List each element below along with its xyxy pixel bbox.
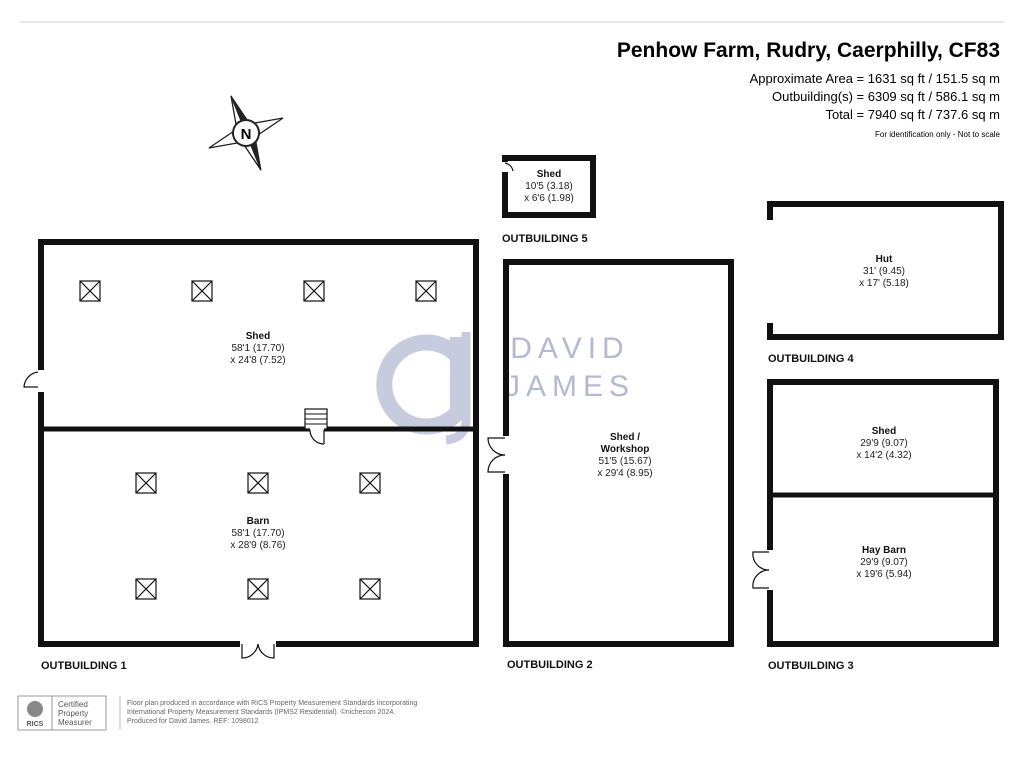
rics-badge <box>18 696 106 730</box>
room-name-barn: Barn <box>246 516 270 527</box>
footer-note-line-1: Floor plan produced in accordance with RICS Property Measurement Standards incorporating <box>127 700 418 707</box>
stairs-icon <box>305 409 327 444</box>
outbuilding-1-label: OUTBUILDING 1 <box>41 660 127 672</box>
watermark-text-james: JAMES <box>504 370 636 403</box>
room-dim-hut-a: 31' (9.45) <box>863 266 905 277</box>
room-dim-shed-1-b: x 24'8 (7.52) <box>230 355 286 366</box>
double-door-icon <box>753 550 775 590</box>
area-outbuildings: Outbuilding(s) = 6309 sq ft / 586.1 sq m <box>772 89 1000 104</box>
room-name-shed-1: Shed <box>245 331 271 342</box>
room-dim-shed-3-a: 29'9 (9.07) <box>860 438 908 449</box>
outbuilding-3-label: OUTBUILDING 3 <box>768 660 854 672</box>
room-name-hay-barn: Hay Barn <box>862 545 906 556</box>
double-door-icon <box>488 436 511 474</box>
room-dim-shed-5-a: 10'5 (3.18) <box>525 181 573 192</box>
room-name-shed-3: Shed <box>871 426 897 437</box>
room-dim-workshop-a: 51'5 (15.67) <box>598 456 652 467</box>
outbuilding-2-label: OUTBUILDING 2 <box>507 659 593 671</box>
room-name-shed-5: Shed <box>536 169 562 180</box>
outbuilding-5-label: OUTBUILDING 5 <box>502 233 588 245</box>
footer-note-line-3: Produced for David James. REF: 1098012 <box>127 718 259 725</box>
disclaimer: For identification only - Not to scale <box>875 130 1000 139</box>
badge-line-1: Certified <box>58 700 88 709</box>
outbuilding-3-walls <box>770 382 996 644</box>
room-dim-hay-barn-a: 29'9 (9.07) <box>860 557 908 568</box>
rics-logo-text: RICS <box>26 721 44 728</box>
outbuilding-2 <box>488 262 731 671</box>
area-main: Approximate Area = 1631 sq ft / 151.5 sq m <box>749 71 1000 86</box>
outbuilding-5 <box>500 158 593 245</box>
room-name-workshop-a: Shed / <box>609 432 641 443</box>
room-dim-barn-b: x 28'9 (8.76) <box>230 540 286 551</box>
door-icon <box>24 370 46 392</box>
footer-note-line-2: International Property Measurement Standards (IPMS2 Residential). ©nichecom 2024. <box>127 709 396 716</box>
badge-line-2: Property <box>58 709 89 718</box>
watermark-text-david: DAVID <box>510 332 630 365</box>
room-dim-shed-3-b: x 14'2 (4.32) <box>856 450 912 461</box>
room-name-hut: Hut <box>875 254 893 265</box>
room-dim-barn-a: 58'1 (17.70) <box>231 528 285 539</box>
room-dim-shed-5-b: x 6'6 (1.98) <box>524 193 574 204</box>
room-dim-hut-b: x 17' (5.18) <box>859 278 909 289</box>
room-name-workshop-b: Workshop <box>600 444 650 455</box>
double-door-icon <box>240 640 276 658</box>
room-dim-workshop-b: x 29'4 (8.95) <box>597 468 653 479</box>
skylight-icons <box>80 281 436 599</box>
watermark-logo <box>384 332 466 440</box>
room-dim-hay-barn-b: x 19'6 (5.94) <box>856 569 912 580</box>
area-total: Total = 7940 sq ft / 737.6 sq m <box>825 107 1000 122</box>
outbuilding-4 <box>768 204 1001 365</box>
plan-title: Penhow Farm, Rudry, Caerphilly, CF83 <box>616 39 1000 62</box>
outbuilding-1 <box>24 242 476 672</box>
compass-north-letter: N <box>240 126 252 143</box>
outbuilding-4-label: OUTBUILDING 4 <box>768 353 854 365</box>
badge-line-3: Measurer <box>58 718 92 727</box>
room-dim-shed-1-a: 58'1 (17.70) <box>231 343 285 354</box>
outbuilding-3 <box>753 382 996 672</box>
